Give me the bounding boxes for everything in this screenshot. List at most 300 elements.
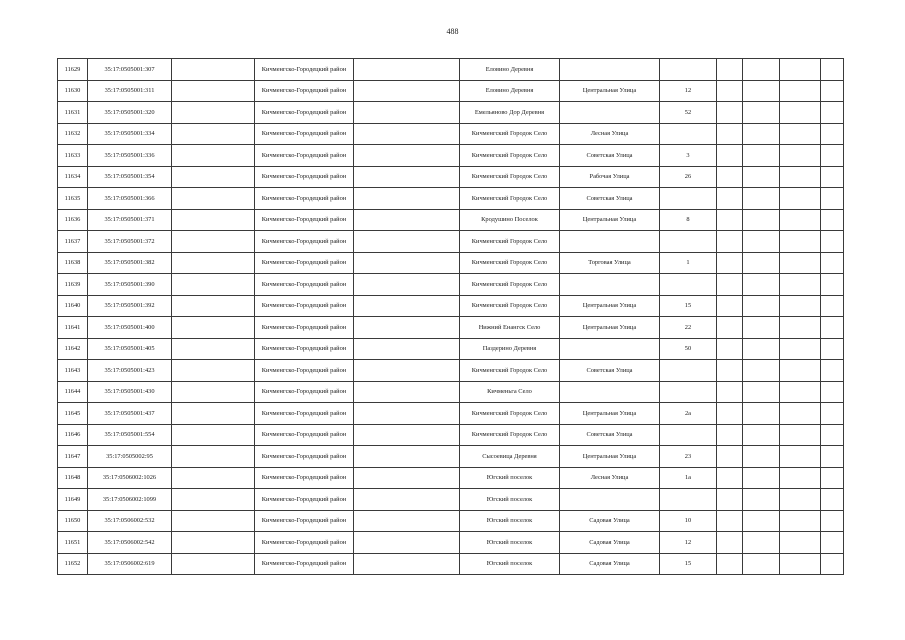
cell-empty [780, 188, 821, 210]
cell-cadastral-number: 35:17:0506002:619 [88, 553, 172, 575]
cell-house: 26 [660, 166, 717, 188]
cell-empty [821, 252, 844, 274]
cell-empty [743, 166, 780, 188]
cell-cadastral-number: 35:17:0505001:372 [88, 231, 172, 253]
cell-empty [780, 80, 821, 102]
cell-street: Рабочая Улица [560, 166, 660, 188]
cell-row-number: 11638 [58, 252, 88, 274]
cell-empty [717, 467, 743, 489]
cell-empty [780, 510, 821, 532]
cell-empty [354, 317, 460, 339]
cell-cadastral-number: 35:17:0505001:430 [88, 381, 172, 403]
cell-locality: Югский поселок [460, 489, 560, 511]
cell-empty [780, 360, 821, 382]
cell-row-number: 11644 [58, 381, 88, 403]
cell-locality: Кичменгский Городок Село [460, 295, 560, 317]
cell-cadastral-number: 35:17:0506002:542 [88, 532, 172, 554]
table-row [58, 510, 844, 532]
cell-empty [780, 317, 821, 339]
cell-empty [354, 532, 460, 554]
cell-empty [743, 532, 780, 554]
cell-empty [354, 80, 460, 102]
cell-row-number: 11634 [58, 166, 88, 188]
cell-street [560, 102, 660, 124]
cell-district: Кичменгско-Городецкий район [255, 252, 354, 274]
cell-row-number: 11629 [58, 59, 88, 81]
cell-empty [743, 317, 780, 339]
cell-locality: Емельяново Дор Деревня [460, 102, 560, 124]
cell-empty [780, 489, 821, 511]
cell-empty [172, 274, 255, 296]
cell-house: 12 [660, 80, 717, 102]
cell-cadastral-number: 35:17:0505001:334 [88, 123, 172, 145]
cell-row-number: 11632 [58, 123, 88, 145]
cell-cadastral-number: 35:17:0505001:336 [88, 145, 172, 167]
cell-empty [172, 360, 255, 382]
cell-empty [172, 424, 255, 446]
cell-house [660, 231, 717, 253]
cell-empty [354, 553, 460, 575]
cell-empty [743, 381, 780, 403]
cell-locality: Югский поселок [460, 532, 560, 554]
cell-house: 15 [660, 295, 717, 317]
cell-street: Советская Улица [560, 145, 660, 167]
cell-empty [780, 446, 821, 468]
cell-district: Кичменгско-Городецкий район [255, 188, 354, 210]
cell-empty [172, 403, 255, 425]
cell-house: 8 [660, 209, 717, 231]
cell-district: Кичменгско-Городецкий район [255, 295, 354, 317]
cell-empty [717, 510, 743, 532]
cell-street: Лесная Улица [560, 123, 660, 145]
cell-empty [354, 145, 460, 167]
cell-district: Кичменгско-Городецкий район [255, 381, 354, 403]
cell-locality: Кичменгский Городок Село [460, 274, 560, 296]
cell-house: 12 [660, 532, 717, 554]
cell-empty [717, 59, 743, 81]
cell-district: Кичменгско-Городецкий район [255, 145, 354, 167]
table-row [58, 102, 844, 124]
cell-empty [717, 317, 743, 339]
cell-district: Кичменгско-Городецкий район [255, 467, 354, 489]
cell-empty [780, 252, 821, 274]
cell-empty [743, 403, 780, 425]
cell-cadastral-number: 35:17:0505001:307 [88, 59, 172, 81]
table-row [58, 80, 844, 102]
table-row [58, 381, 844, 403]
table-row [58, 166, 844, 188]
cell-empty [821, 532, 844, 554]
cell-district: Кичменгско-Городецкий район [255, 209, 354, 231]
cell-district: Кичменгско-Городецкий район [255, 274, 354, 296]
cell-empty [743, 231, 780, 253]
cell-street: Центральная Улица [560, 446, 660, 468]
cell-empty [821, 188, 844, 210]
cell-empty [717, 360, 743, 382]
cell-street [560, 274, 660, 296]
table-row [58, 59, 844, 81]
cell-locality: Кичменгский Городок Село [460, 424, 560, 446]
cell-empty [172, 166, 255, 188]
cell-cadastral-number: 35:17:0505001:554 [88, 424, 172, 446]
cell-empty [172, 188, 255, 210]
cell-empty [172, 467, 255, 489]
cell-empty [780, 403, 821, 425]
cell-empty [717, 166, 743, 188]
cell-empty [743, 467, 780, 489]
cell-street: Садовая Улица [560, 553, 660, 575]
cell-house: 23 [660, 446, 717, 468]
cell-row-number: 11647 [58, 446, 88, 468]
table-row [58, 403, 844, 425]
cell-row-number: 11648 [58, 467, 88, 489]
cell-row-number: 11646 [58, 424, 88, 446]
cell-empty [172, 145, 255, 167]
cell-house: 15 [660, 553, 717, 575]
cell-house [660, 489, 717, 511]
cell-empty [743, 360, 780, 382]
cell-locality: Югский поселок [460, 510, 560, 532]
cell-district: Кичменгско-Городецкий район [255, 489, 354, 511]
cell-row-number: 11639 [58, 274, 88, 296]
table-row [58, 188, 844, 210]
table-row [58, 489, 844, 511]
table-row [58, 145, 844, 167]
cell-street: Центральная Улица [560, 317, 660, 339]
cell-locality: Югский поселок [460, 553, 560, 575]
table-row [58, 317, 844, 339]
cell-empty [821, 80, 844, 102]
table-row [58, 446, 844, 468]
cell-street: Центральная Улица [560, 403, 660, 425]
cell-row-number: 11642 [58, 338, 88, 360]
cell-locality: Еловино Деревня [460, 80, 560, 102]
cell-empty [743, 338, 780, 360]
cell-empty [717, 145, 743, 167]
cell-empty [172, 446, 255, 468]
cell-cadastral-number: 35:17:0505001:311 [88, 80, 172, 102]
table-row [58, 231, 844, 253]
cell-street [560, 338, 660, 360]
cell-house [660, 188, 717, 210]
cell-cadastral-number: 35:17:0506002:1099 [88, 489, 172, 511]
cell-empty [172, 59, 255, 81]
cell-empty [780, 338, 821, 360]
cell-street: Советская Улица [560, 424, 660, 446]
cell-cadastral-number: 35:17:0505001:320 [88, 102, 172, 124]
cell-house: 2а [660, 403, 717, 425]
cell-empty [780, 102, 821, 124]
cell-street: Торговая Улица [560, 252, 660, 274]
cell-empty [172, 102, 255, 124]
cell-house: 22 [660, 317, 717, 339]
cell-district: Кичменгско-Городецкий район [255, 510, 354, 532]
cell-empty [354, 274, 460, 296]
cell-empty [821, 102, 844, 124]
cell-district: Кичменгско-Городецкий район [255, 317, 354, 339]
cell-street: Центральная Улица [560, 295, 660, 317]
cell-empty [780, 166, 821, 188]
cell-cadastral-number: 35:17:0505001:437 [88, 403, 172, 425]
table-row [58, 424, 844, 446]
cell-row-number: 11641 [58, 317, 88, 339]
cell-house [660, 123, 717, 145]
cell-empty [172, 80, 255, 102]
cell-house: 1 [660, 252, 717, 274]
cell-empty [780, 424, 821, 446]
cell-empty [780, 532, 821, 554]
cell-empty [717, 532, 743, 554]
cell-empty [717, 80, 743, 102]
cell-empty [717, 274, 743, 296]
cell-empty [743, 489, 780, 511]
cell-empty [821, 489, 844, 511]
cell-empty [743, 188, 780, 210]
cell-street: Центральная Улица [560, 209, 660, 231]
cell-empty [354, 467, 460, 489]
table-row [58, 252, 844, 274]
cell-locality: Еловино Деревня [460, 59, 560, 81]
cell-empty [172, 209, 255, 231]
cell-district: Кичменгско-Городецкий район [255, 166, 354, 188]
cell-street: Советская Улица [560, 360, 660, 382]
cell-district: Кичменгско-Городецкий район [255, 446, 354, 468]
cell-empty [780, 274, 821, 296]
cell-locality: Кичменьга Село [460, 381, 560, 403]
cell-empty [172, 532, 255, 554]
cell-empty [717, 553, 743, 575]
cell-empty [717, 252, 743, 274]
cell-empty [780, 381, 821, 403]
cell-empty [821, 59, 844, 81]
cell-empty [354, 489, 460, 511]
cell-street [560, 59, 660, 81]
cell-empty [780, 231, 821, 253]
cell-empty [354, 102, 460, 124]
cell-row-number: 11633 [58, 145, 88, 167]
cell-empty [821, 317, 844, 339]
cell-house [660, 424, 717, 446]
cell-empty [821, 338, 844, 360]
cell-empty [821, 274, 844, 296]
table-row [58, 467, 844, 489]
cell-empty [743, 510, 780, 532]
cell-empty [354, 295, 460, 317]
cell-empty [717, 123, 743, 145]
cell-empty [354, 360, 460, 382]
cell-empty [354, 381, 460, 403]
table-row [58, 338, 844, 360]
cell-locality: Кичменгский Городок Село [460, 360, 560, 382]
cell-empty [821, 123, 844, 145]
cell-house: 52 [660, 102, 717, 124]
cell-district: Кичменгско-Городецкий район [255, 102, 354, 124]
cell-locality: Паздерино Деревня [460, 338, 560, 360]
cell-empty [717, 188, 743, 210]
cell-empty [821, 510, 844, 532]
cell-empty [821, 446, 844, 468]
cell-empty [172, 510, 255, 532]
cell-empty [780, 553, 821, 575]
cell-empty [172, 338, 255, 360]
cell-empty [743, 59, 780, 81]
cell-cadastral-number: 35:17:0505001:366 [88, 188, 172, 210]
cell-empty [821, 403, 844, 425]
cell-locality: Кичменгский Городок Село [460, 252, 560, 274]
cell-row-number: 11652 [58, 553, 88, 575]
cell-district: Кичменгско-Городецкий район [255, 338, 354, 360]
cell-district: Кичменгско-Городецкий район [255, 532, 354, 554]
cell-empty [821, 467, 844, 489]
cell-empty [821, 209, 844, 231]
cell-locality: Кродушино Поселок [460, 209, 560, 231]
cell-district: Кичменгско-Городецкий район [255, 424, 354, 446]
cell-row-number: 11643 [58, 360, 88, 382]
cell-empty [354, 188, 460, 210]
cell-empty [780, 209, 821, 231]
cell-empty [172, 123, 255, 145]
cell-empty [172, 231, 255, 253]
cell-empty [172, 295, 255, 317]
cell-locality: Югский поселок [460, 467, 560, 489]
cell-cadastral-number: 35:17:0505001:423 [88, 360, 172, 382]
table-row [58, 532, 844, 554]
cell-district: Кичменгско-Городецкий район [255, 403, 354, 425]
table-body [58, 59, 844, 575]
cell-empty [743, 123, 780, 145]
table-row [58, 209, 844, 231]
cell-house [660, 381, 717, 403]
cell-cadastral-number: 35:17:0505001:392 [88, 295, 172, 317]
cell-cadastral-number: 35:17:0505001:371 [88, 209, 172, 231]
cell-empty [780, 295, 821, 317]
table-row [58, 360, 844, 382]
cell-empty [780, 123, 821, 145]
cell-empty [354, 403, 460, 425]
cell-empty [743, 209, 780, 231]
cell-empty [743, 295, 780, 317]
cell-row-number: 11640 [58, 295, 88, 317]
cell-district: Кичменгско-Городецкий район [255, 80, 354, 102]
cell-empty [821, 553, 844, 575]
register-table [57, 58, 844, 575]
cell-empty [743, 80, 780, 102]
cell-empty [717, 424, 743, 446]
cell-cadastral-number: 35:17:0505001:405 [88, 338, 172, 360]
cell-row-number: 11649 [58, 489, 88, 511]
cell-empty [743, 553, 780, 575]
cell-empty [354, 424, 460, 446]
cell-empty [780, 59, 821, 81]
cell-row-number: 11631 [58, 102, 88, 124]
cell-empty [821, 381, 844, 403]
cell-cadastral-number: 35:17:0505002:95 [88, 446, 172, 468]
cell-empty [354, 166, 460, 188]
cell-house [660, 360, 717, 382]
cell-row-number: 11630 [58, 80, 88, 102]
table-row [58, 123, 844, 145]
cell-empty [780, 467, 821, 489]
cell-empty [717, 403, 743, 425]
cell-empty [354, 231, 460, 253]
cell-empty [172, 381, 255, 403]
cell-row-number: 11651 [58, 532, 88, 554]
cell-house: 3 [660, 145, 717, 167]
cell-row-number: 11637 [58, 231, 88, 253]
cell-street [560, 381, 660, 403]
cell-district: Кичменгско-Городецкий район [255, 231, 354, 253]
cell-empty [172, 553, 255, 575]
cell-empty [717, 102, 743, 124]
cell-empty [717, 381, 743, 403]
cell-district: Кичменгско-Городецкий район [255, 123, 354, 145]
cell-house [660, 59, 717, 81]
cell-empty [717, 446, 743, 468]
cell-locality: Сысоевица Деревня [460, 446, 560, 468]
cell-cadastral-number: 35:17:0505001:382 [88, 252, 172, 274]
cell-empty [172, 489, 255, 511]
cell-empty [743, 274, 780, 296]
cell-empty [354, 338, 460, 360]
cell-empty [717, 338, 743, 360]
cell-street: Советская Улица [560, 188, 660, 210]
cell-locality: Кичменгский Городок Село [460, 166, 560, 188]
cell-empty [717, 231, 743, 253]
cell-street [560, 231, 660, 253]
cell-locality: Кичменгский Городок Село [460, 403, 560, 425]
cell-cadastral-number: 35:17:0506002:532 [88, 510, 172, 532]
cell-locality: Кичменгский Городок Село [460, 123, 560, 145]
table-row [58, 295, 844, 317]
cell-empty [354, 123, 460, 145]
cell-empty [717, 295, 743, 317]
cell-cadastral-number: 35:17:0506002:1026 [88, 467, 172, 489]
cell-empty [743, 102, 780, 124]
cell-locality: Нижний Енангск Село [460, 317, 560, 339]
cell-empty [354, 252, 460, 274]
cell-empty [821, 424, 844, 446]
cell-empty [354, 59, 460, 81]
cell-empty [743, 424, 780, 446]
cell-empty [354, 209, 460, 231]
cell-empty [743, 145, 780, 167]
cell-locality: Кичменгский Городок Село [460, 231, 560, 253]
cell-locality: Кичменгский Городок Село [460, 145, 560, 167]
cell-empty [821, 295, 844, 317]
cell-row-number: 11650 [58, 510, 88, 532]
cell-locality: Кичменгский Городок Село [460, 188, 560, 210]
cell-empty [821, 145, 844, 167]
cell-cadastral-number: 35:17:0505001:390 [88, 274, 172, 296]
cell-empty [354, 510, 460, 532]
cell-empty [821, 231, 844, 253]
cell-empty [354, 446, 460, 468]
table-row [58, 274, 844, 296]
cell-row-number: 11635 [58, 188, 88, 210]
cell-empty [717, 209, 743, 231]
cell-empty [172, 317, 255, 339]
cell-house: 50 [660, 338, 717, 360]
cell-house: 10 [660, 510, 717, 532]
cell-street [560, 489, 660, 511]
table-row [58, 553, 844, 575]
cell-row-number: 11645 [58, 403, 88, 425]
cell-empty [743, 446, 780, 468]
cell-street: Лесная Улица [560, 467, 660, 489]
cell-district: Кичменгско-Городецкий район [255, 553, 354, 575]
cell-house [660, 274, 717, 296]
cell-street: Центральная Улица [560, 80, 660, 102]
